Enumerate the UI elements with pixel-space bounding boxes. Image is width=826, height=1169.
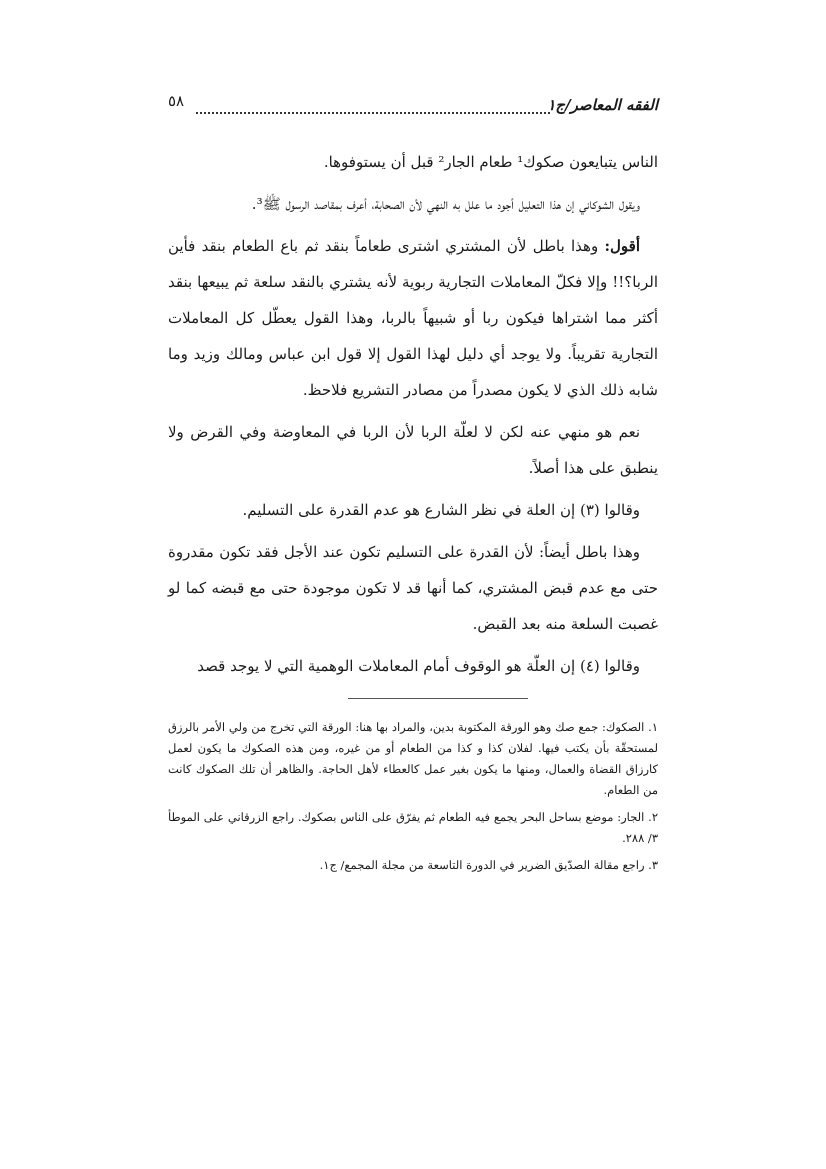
body-text bbox=[168, 144, 658, 684]
running-header bbox=[168, 92, 658, 124]
running-title: الفقه المعاصر/ج١ bbox=[547, 96, 658, 114]
footnote-2: ٢. الجار: موضع بساحل البحر يجمع فيه الطعام ثم يفرّق على الناس بصكوك. راجع الزرقاني على الموطأ ٣/ ٢٨٨. bbox=[168, 810, 658, 845]
header-leader-dots bbox=[196, 112, 550, 114]
paragraph-2: ويقول الشوكاني إن هذا التعليل أجود ما علل به النهي لأن الصحابة، أعرف بمقاصد الرسول ﷺ³. bbox=[251, 195, 640, 213]
footnote-separator bbox=[348, 698, 528, 699]
footnote-1: ١. الصكوك: جمع صك وهو الورقة المكتوبة بدين، والمراد بها هنا: الورقة التي تخرج من ولي الأمر بالرزق لمستحقّة بأن يكتب فيها. لفلان كذا و كذا من الطعام أو من غيره، ومن هذه الصكوك ما يكون لعمل كارزاق القضاة والعمال، ومنها ما يكون بغير عمل كالعطاء لأهل الحاجة. والظاهر أن تلك الصكوك كانت من الطعام. bbox=[168, 720, 658, 797]
paragraph-4: نعم هو منهي عنه لكن لا لعلّة الربا لأن الربا في المعاوضة وفي القرض ولا ينطبق على هذا أصلاً. bbox=[168, 423, 658, 477]
paragraph-7: وقالوا (٤) إن العلّة هو الوقوف أمام المعاملات الوهمية التي لا يوجد قصد bbox=[197, 657, 640, 675]
paragraph-lead-word: أقول: bbox=[604, 237, 640, 255]
footnote-3: ٣. راجع مقالة الصدّيق الضرير في الدورة التاسعة من مجلة المجمع/ ج١. bbox=[319, 858, 658, 872]
book-page bbox=[168, 92, 658, 1092]
paragraph-5: وقالوا (٣) إن العلة في نظر الشارع هو عدم القدرة على التسليم. bbox=[242, 501, 640, 519]
paragraph-1: الناس يتبايعون صكوك¹ طعام الجار² قبل أن يستوفوها. bbox=[323, 153, 658, 171]
paragraph-3 bbox=[168, 228, 658, 408]
footnotes bbox=[168, 717, 658, 876]
page-number: ٥٨ bbox=[168, 92, 185, 110]
paragraph-6: وهذا باطل أيضاً: لأن القدرة على التسليم تكون عند الأجل فقد تكون مقدروة حتى مع عدم قبض المشتري، كما أنها قد لا تكون موجودة حتى مع قبضه كما لو غصبت السلعة منه بعد القبض. bbox=[168, 543, 658, 633]
paragraph-3-text: وهذا باطل لأن المشتري اشترى طعاماً بنقد ثم باع الطعام بنقد فأين الربا؟!! وإلا فكلّ المعاملات التجارية ربوية لأنه يشتري بالنقد سلعة ثم يبيعها بنقد أكثر مما اشتراها فيكون ربا أو شبيهاً بالربا، وهذا القول يعطّل كل المعاملات التجارية تقريباً. ولا يوجد أي دليل لهذا القول إلا قول ابن عباس ومالك وزيد وما شابه ذلك الذي لا يكون مصدراً من مصادر التشريع فلاحظ. bbox=[168, 237, 658, 399]
